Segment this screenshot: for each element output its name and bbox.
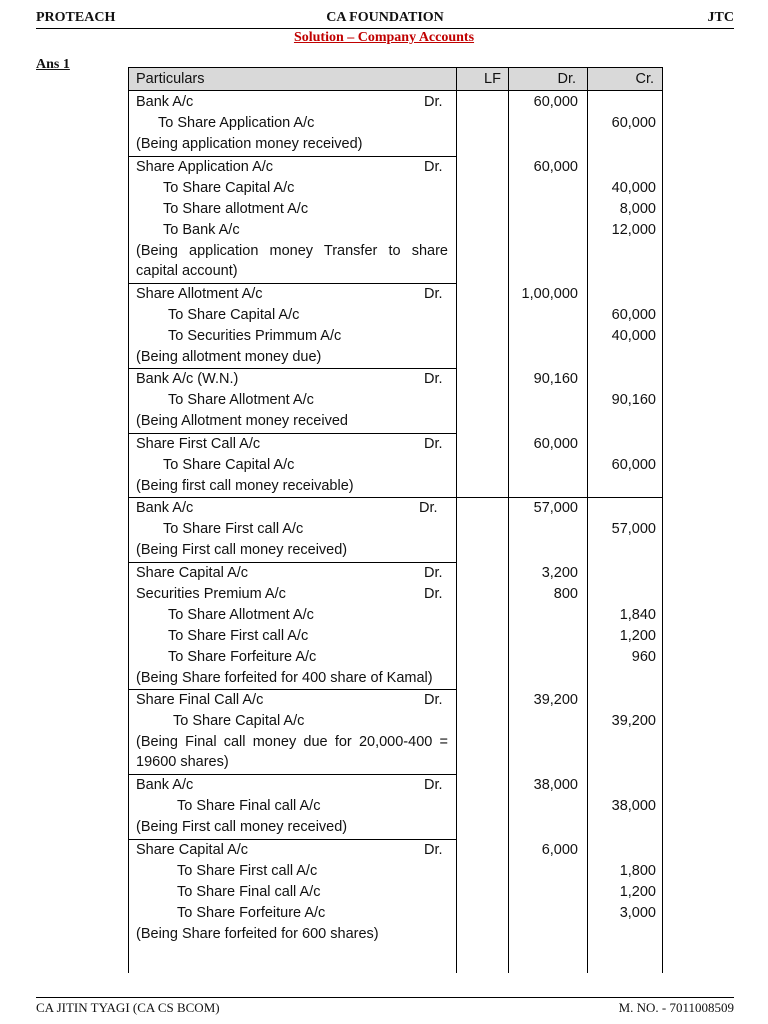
table-row xyxy=(129,434,662,455)
particulars-text: To Share Allotment A/c xyxy=(168,606,314,623)
particulars-text: Securities Premium A/c xyxy=(136,585,286,602)
narration-text: (Being first call money receivable) xyxy=(136,477,354,494)
credit-amount: 57,000 xyxy=(611,521,656,537)
particulars-text: Bank A/c xyxy=(136,500,194,516)
table-row xyxy=(129,796,662,817)
page-footer xyxy=(36,997,734,1015)
table-row xyxy=(129,455,662,476)
particulars-text: To Share Capital A/c xyxy=(163,456,295,473)
header-dr: Dr. xyxy=(557,71,576,87)
narration-text: (Being Final call money due for 20,000-400 = 19600 shares) xyxy=(136,734,448,770)
particulars-text: To Share Allotment A/c xyxy=(168,392,314,408)
particulars-text: To Share Capital A/c xyxy=(168,306,300,323)
table-row xyxy=(129,647,662,668)
header-particulars: Particulars xyxy=(136,71,205,87)
particulars-text: To Share Forfeiture A/c xyxy=(168,648,317,665)
particulars-text: To Bank A/c xyxy=(163,221,240,238)
particulars-text: Share Application A/c xyxy=(136,158,274,175)
particulars-text: Share Allotment A/c xyxy=(136,285,263,302)
debit-amount: 1,00,000 xyxy=(521,285,578,302)
table-row xyxy=(129,157,662,178)
table-row xyxy=(129,903,662,924)
table-row xyxy=(129,840,662,861)
page-subtitle: Solution – Company Accounts xyxy=(293,30,475,45)
credit-amount: 1,800 xyxy=(619,862,656,879)
table-row xyxy=(129,390,662,411)
debit-marker: Dr. xyxy=(424,777,443,793)
debit-amount: 39,200 xyxy=(533,692,578,708)
particulars-text: To Share Capital A/c xyxy=(163,179,295,196)
particulars-text: To Share First call A/c xyxy=(177,862,318,879)
table-row xyxy=(129,326,662,347)
particulars-text: Share Capital A/c xyxy=(136,564,249,581)
table-header xyxy=(129,68,662,91)
page-header xyxy=(36,10,734,29)
debit-marker: Dr. xyxy=(424,158,443,175)
table-row xyxy=(129,369,662,390)
table-row xyxy=(129,305,662,326)
table-row xyxy=(129,711,662,732)
table-row xyxy=(129,284,662,305)
credit-amount: 40,000 xyxy=(611,179,656,196)
table-row xyxy=(129,519,662,540)
table-row xyxy=(129,605,662,626)
narration-text: (Being First call money received) xyxy=(136,819,348,835)
debit-amount: 60,000 xyxy=(533,158,578,175)
particulars-text: To Share Forfeiture A/c xyxy=(177,904,326,921)
debit-amount: 38,000 xyxy=(533,777,578,793)
table-row xyxy=(129,882,662,903)
table-row xyxy=(129,563,662,584)
particulars-text: To Share First call A/c xyxy=(168,627,309,644)
credit-amount: 1,200 xyxy=(619,883,656,900)
narration-text: (Being application money received) xyxy=(136,136,363,152)
particulars-text: Bank A/c xyxy=(136,94,194,110)
table-row xyxy=(129,92,662,113)
footer-right: M. NO. - 7011008509 xyxy=(618,1000,734,1015)
particulars-text: Share Capital A/c xyxy=(136,841,249,858)
credit-amount: 8,000 xyxy=(619,200,656,217)
debit-marker: Dr. xyxy=(424,841,443,858)
debit-marker: Dr. xyxy=(424,585,443,602)
credit-amount: 39,200 xyxy=(611,713,656,729)
debit-amount: 800 xyxy=(553,585,578,602)
answer-label: Ans 1 xyxy=(36,57,70,72)
credit-amount: 3,000 xyxy=(619,904,656,921)
particulars-text: Bank A/c (W.N.) xyxy=(136,371,239,387)
debit-amount: 57,000 xyxy=(533,500,578,516)
particulars-text: Share First Call A/c xyxy=(136,435,261,452)
table-row xyxy=(129,584,662,605)
credit-amount: 960 xyxy=(631,648,656,665)
journal-table xyxy=(128,67,663,973)
credit-amount: 60,000 xyxy=(611,456,656,473)
particulars-text: To Share Final call A/c xyxy=(177,798,321,814)
debit-marker: Dr. xyxy=(424,94,443,110)
debit-marker: Dr. xyxy=(424,371,443,387)
credit-amount: 1,840 xyxy=(619,606,656,623)
debit-amount: 3,200 xyxy=(541,564,578,581)
narration-text: (Being First call money received) xyxy=(136,542,348,558)
debit-amount: 60,000 xyxy=(533,94,578,110)
particulars-text: To Share First call A/c xyxy=(163,521,304,537)
credit-amount: 60,000 xyxy=(611,115,656,131)
debit-amount: 90,160 xyxy=(533,371,578,387)
debit-marker: Dr. xyxy=(419,500,438,516)
credit-amount: 90,160 xyxy=(611,392,656,408)
table-row xyxy=(129,690,662,711)
particulars-text: To Share Application A/c xyxy=(158,115,315,131)
debit-marker: Dr. xyxy=(424,564,443,581)
credit-amount: 38,000 xyxy=(611,798,656,814)
particulars-text: Share Final Call A/c xyxy=(136,692,264,708)
table-row xyxy=(129,178,662,199)
credit-amount: 1,200 xyxy=(619,627,656,644)
debit-amount: 60,000 xyxy=(533,435,578,452)
header-center: CA FOUNDATION xyxy=(326,10,444,25)
table-row xyxy=(129,113,662,134)
narration-text: (Being allotment money due) xyxy=(136,348,322,365)
debit-amount: 6,000 xyxy=(541,841,578,858)
particulars-text: To Share Final call A/c xyxy=(177,883,321,900)
table-row xyxy=(129,775,662,796)
footer-left: CA JITIN TYAGI (CA CS BCOM) xyxy=(36,1000,220,1015)
credit-amount: 12,000 xyxy=(611,221,656,238)
table-row xyxy=(129,199,662,220)
debit-marker: Dr. xyxy=(424,692,443,708)
header-right: JTC xyxy=(707,10,734,25)
particulars-text: To Share allotment A/c xyxy=(163,200,309,217)
debit-marker: Dr. xyxy=(424,435,443,452)
header-cr: Cr. xyxy=(635,71,654,87)
narration-text: (Being Share forfeited for 600 shares) xyxy=(136,925,379,942)
narration-text: (Being Allotment money received xyxy=(136,413,348,429)
header-lf: LF xyxy=(484,71,501,87)
debit-marker: Dr. xyxy=(424,285,443,302)
particulars-text: To Share Capital A/c xyxy=(173,713,305,729)
header-left: PROTEACH xyxy=(36,10,116,25)
table-row xyxy=(129,861,662,882)
table-row xyxy=(129,626,662,647)
narration-text: (Being Share forfeited for 400 share of Kamal) xyxy=(136,669,433,686)
particulars-text: Bank A/c xyxy=(136,777,194,793)
credit-amount: 40,000 xyxy=(611,327,656,344)
particulars-text: To Securities Primmum A/c xyxy=(168,327,342,344)
credit-amount: 60,000 xyxy=(611,306,656,323)
table-row xyxy=(129,498,662,519)
table-row xyxy=(129,220,662,241)
narration-text: (Being application money Transfer to share capital account) xyxy=(136,242,448,279)
